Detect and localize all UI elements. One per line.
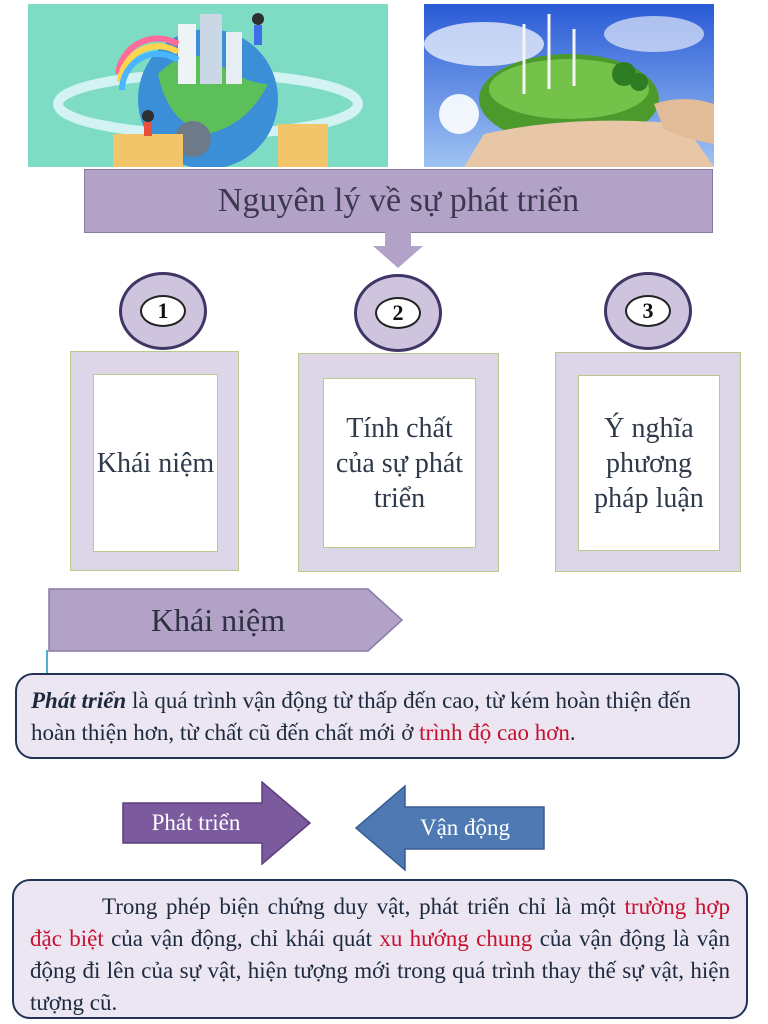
- number-label: 3: [625, 295, 671, 327]
- definition-term: Phát triển: [31, 688, 127, 713]
- down-arrow-icon: [373, 232, 423, 268]
- explanation-highlight-1: trường hợp đặc biệt: [30, 894, 730, 951]
- explanation-text-1: Trong phép biện chứng duy vật, phát triển chỉ là một: [102, 894, 625, 919]
- explanation-highlight-2: xu hướng chung: [379, 926, 533, 951]
- number-circle-1: [119, 272, 207, 350]
- item-card-label: Khái niệm: [93, 374, 218, 552]
- explanation-panel: [12, 879, 748, 1019]
- definition-text: là quá trình vận động từ thấp đến cao, từ kém hoàn thiện đến hoàn thiện hơn, từ chất cũ đến chất mới ở: [31, 688, 691, 745]
- section-heading: Khái niệm: [150, 601, 286, 638]
- arrow-label-phat-trien: Phát triển: [151, 810, 241, 835]
- number-circle-2: [354, 274, 442, 352]
- item-card-label: Ý nghĩa phương pháp luận: [578, 375, 720, 551]
- item-card-2: [298, 353, 499, 572]
- definition-highlight: trình độ cao hơn: [419, 720, 570, 745]
- item-card-1: [70, 351, 239, 571]
- number-label: 1: [140, 295, 186, 327]
- eco-city-illustration: [28, 4, 388, 167]
- item-card-label: Tính chất của sự phát triển: [323, 378, 476, 548]
- number-circle-3: [604, 272, 692, 350]
- explanation-text-2: của vận động, chỉ khái quát: [103, 926, 380, 951]
- item-card-3: [555, 352, 741, 572]
- green-earth-hand-photo: [424, 4, 714, 167]
- definition-end: .: [569, 720, 576, 745]
- page-title: Nguyên lý về sự phát triển: [217, 182, 580, 219]
- number-label: 2: [375, 297, 421, 329]
- explanation-text-3: của vận động là vận động đi lên của sự vật, hiện tượng mới trong quá trình thay thế sự vật, hiện tượng cũ.: [30, 926, 731, 1015]
- definition-panel: [15, 673, 740, 759]
- arrow-label-van-dong: Vận động: [419, 815, 511, 840]
- title-banner: [84, 169, 713, 233]
